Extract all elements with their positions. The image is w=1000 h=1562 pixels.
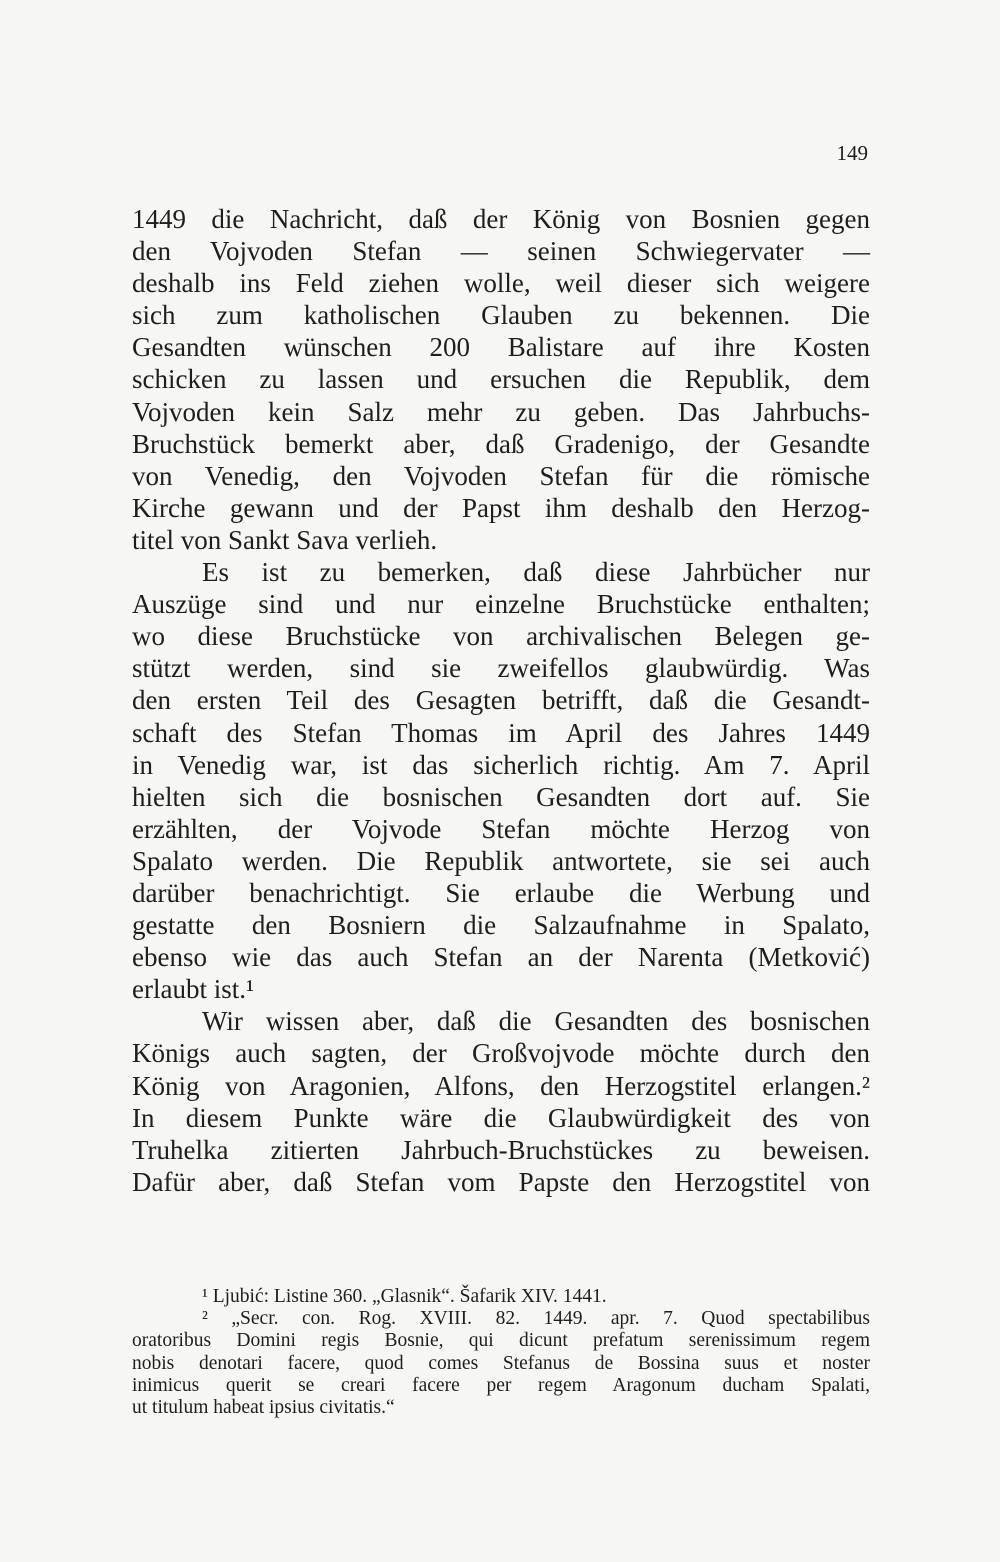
text-line: Truhelka zitierten Jahrbuch-Bruchstückes zu beweisen.	[132, 1134, 870, 1165]
text-line: den Vojvoden Stefan — seinen Schwiegervater —	[132, 236, 870, 267]
text-line: Spalato werden. Die Republik antwortete, sie sei auch	[132, 845, 870, 876]
text-line: wo diese Bruchstücke von archivalischen Belegen ge-	[132, 621, 870, 652]
footnote-line: oratoribus Domini regis Bosnie, qui dicunt prefatum serenissimum regem	[132, 1330, 870, 1352]
text-line: Wir wissen aber, daß die Gesandten des bosnischen	[202, 1006, 870, 1037]
text-line: erzählten, der Vojvode Stefan möchte Herzog von	[132, 813, 870, 844]
text-line: Gesandten wünschen 200 Balistare auf ihre Kosten	[132, 332, 870, 363]
text-line: den ersten Teil des Gesagten betrifft, daß die Gesandt-	[132, 685, 870, 716]
text-line: Es ist zu bemerken, daß diese Jahrbücher nur	[202, 557, 870, 588]
text-line: deshalb ins Feld ziehen wolle, weil dieser sich weigere	[132, 268, 870, 299]
text-line: Auszüge sind und nur einzelne Bruchstücke enthalten;	[132, 589, 870, 620]
text-line: schaft des Stefan Thomas im April des Jahres 1449	[132, 717, 870, 748]
footnote-line: inimicus querit se creari facere per regem Aragonum ducham Spalati,	[132, 1374, 870, 1396]
text-line: erlaubt ist.¹	[132, 974, 255, 1005]
footnote-line: ² „Secr. con. Rog. XVIII. 82. 1449. apr. 7. Quod spectabilibus	[202, 1308, 870, 1330]
text-line: Vojvoden kein Salz mehr zu geben. Das Jahrbuchs-	[132, 396, 870, 427]
footnote-line: ut titulum habeat ipsius civitatis.“	[132, 1396, 395, 1418]
text-line: stützt werden, sind sie zweifellos glaubwürdig. Was	[132, 653, 870, 684]
text-line: titel von Sankt Sava verlieh.	[132, 524, 438, 555]
text-line: ebenso wie das auch Stefan an der Narenta (Metković)	[132, 942, 870, 973]
text-line: von Venedig, den Vojvoden Stefan für die römische	[132, 460, 870, 491]
text-line: 1449 die Nachricht, daß der König von Bosnien gegen	[132, 204, 870, 234]
text-line: in Venedig war, ist das sicherlich richtig. Am 7. April	[132, 749, 870, 780]
text-line: Dafür aber, daß Stefan vom Papste den Herzogstitel von	[132, 1166, 870, 1197]
text-line: Kirche gewann und der Papst ihm deshalb den Herzog-	[132, 492, 870, 523]
body-text	[132, 203, 870, 1198]
text-line: schicken zu lassen und ersuchen die Republik, dem	[132, 364, 870, 395]
text-line: sich zum katholischen Glauben zu bekennen. Die	[132, 300, 870, 331]
footnotes	[132, 1286, 870, 1419]
text-line: hielten sich die bosnischen Gesandten dort auf. Sie	[132, 781, 870, 812]
page-number: 149	[836, 141, 868, 165]
text-line: darüber benachrichtigt. Sie erlaube die Werbung und	[132, 877, 870, 908]
footnote-line: nobis denotari facere, quod comes Stefanus de Bossina suus et noster	[132, 1352, 870, 1374]
text-line: In diesem Punkte wäre die Glaubwürdigkeit des von	[132, 1102, 870, 1133]
text-line: gestatte den Bosniern die Salzaufnahme in Spalato,	[132, 910, 870, 941]
text-line: König von Aragonien, Alfons, den Herzogstitel erlangen.²	[132, 1070, 870, 1101]
text-line: Bruchstück bemerkt aber, daß Gradenigo, der Gesandte	[132, 428, 870, 459]
footnote-line: ¹ Ljubić: Listine 360. „Glasnik“. Šafarik XIV. 1441.	[202, 1286, 607, 1307]
text-line: Königs auch sagten, der Großvojvode möchte durch den	[132, 1038, 870, 1069]
